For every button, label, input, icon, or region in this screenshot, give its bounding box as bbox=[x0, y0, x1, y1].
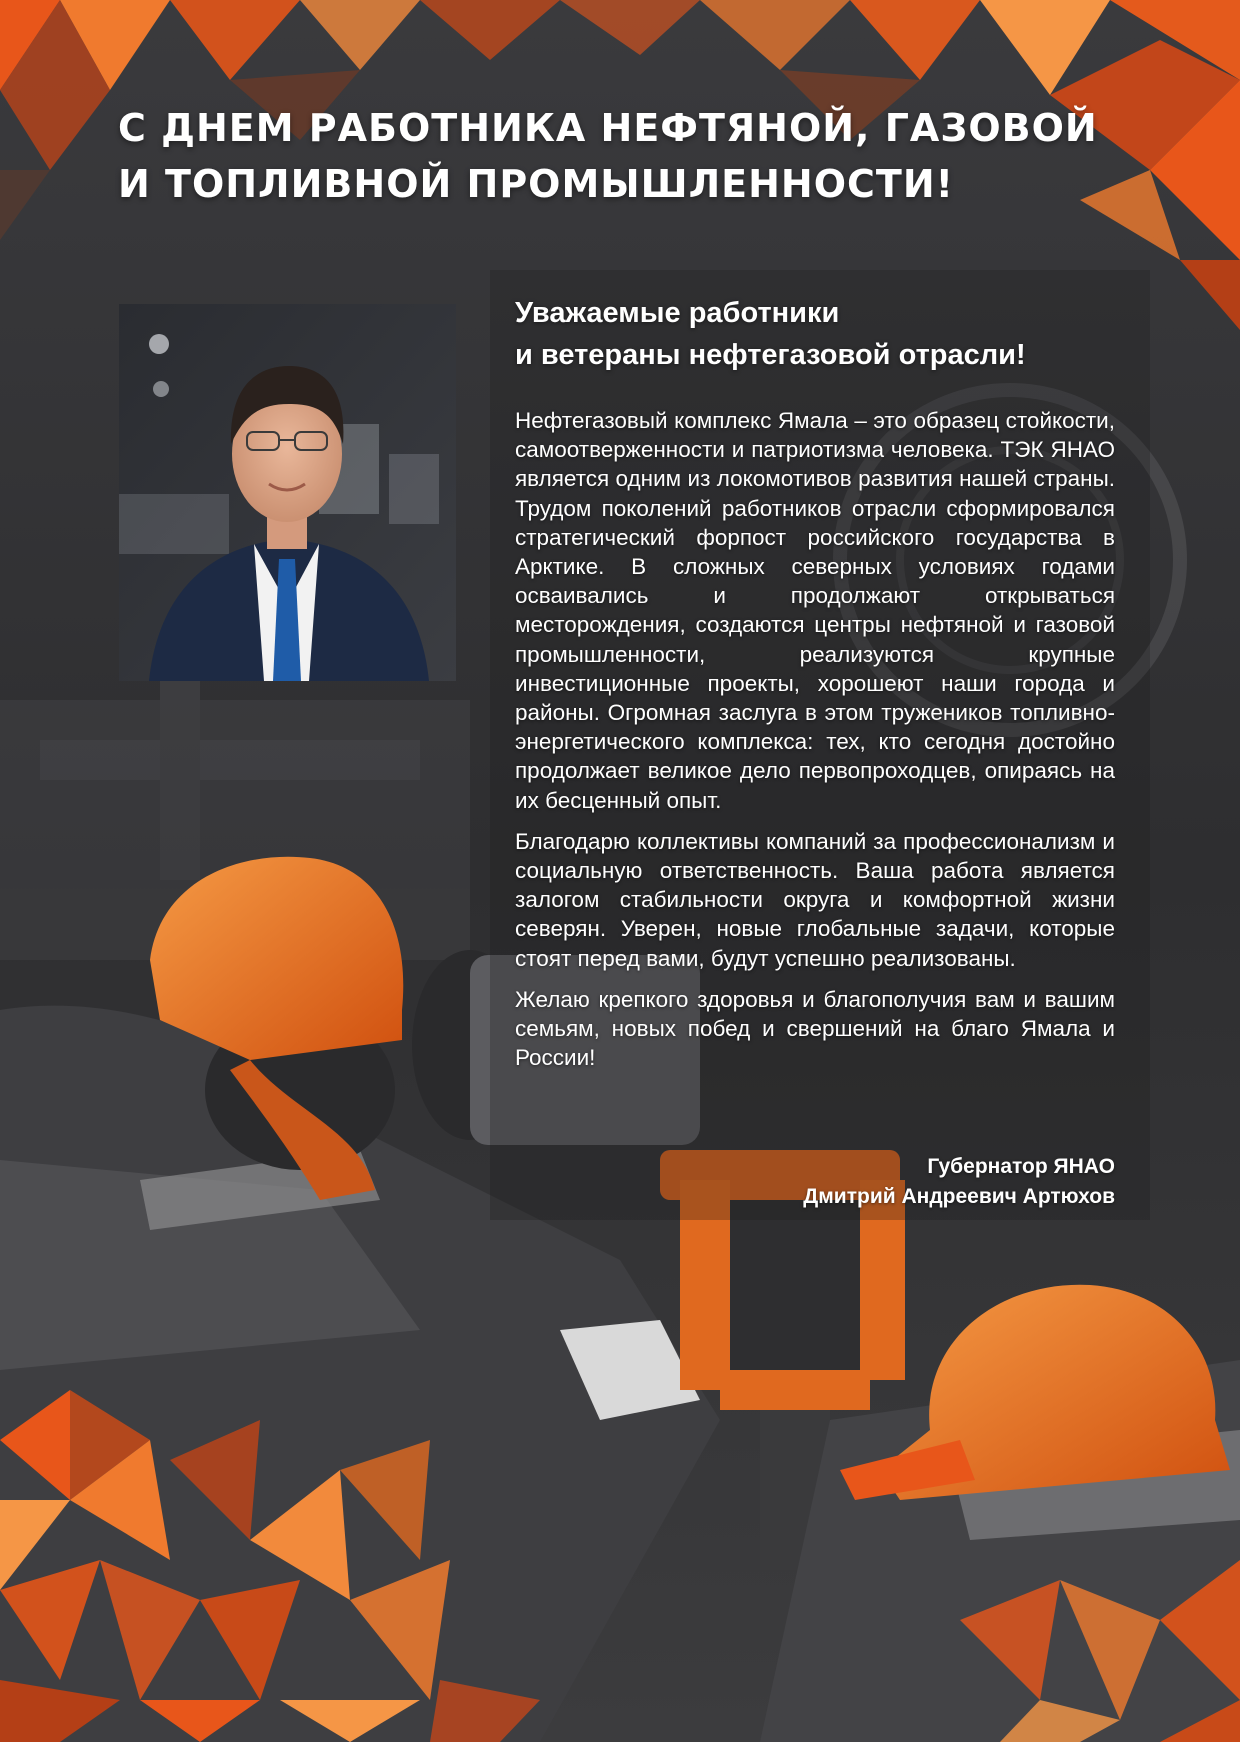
portrait-photo bbox=[119, 304, 456, 681]
greeting-line-1: Уважаемые работники bbox=[515, 297, 840, 329]
greeting-heading bbox=[515, 292, 1115, 376]
signature-name: Дмитрий Андреевич Артюхов bbox=[803, 1185, 1115, 1208]
signature-position: Губернатор ЯНАО bbox=[927, 1155, 1115, 1178]
page-title bbox=[118, 100, 1118, 212]
letter-body bbox=[515, 406, 1115, 1084]
title-line-1: С ДНЕМ РАБОТНИКА НЕФТЯНОЙ, ГАЗОВОЙ bbox=[118, 106, 1098, 150]
greeting-line-2: и ветераны нефтегазовой отрасли! bbox=[515, 339, 1026, 371]
signature-block bbox=[515, 1152, 1115, 1212]
paragraph-3: Желаю крепкого здоровья и благополучия вам и вашим семьям, новых побед и свершений на благо Ямала и России! bbox=[515, 986, 1115, 1071]
governor-portrait bbox=[119, 304, 456, 681]
paragraph-2: Благодарю коллективы компаний за профессионализм и социальную ответственность. Ваша работа является залогом стабильности округа и комфортной жизни северян. Уверен, новые глобальные задачи, которые стоят перед вами, будут успешно реализованы. bbox=[515, 828, 1115, 971]
paragraph-1: Нефтегазовый комплекс Ямала – это образец стойкости, самоотверженности и патриотизма человека. ТЭК ЯНАО является одним из локомотивов развития нашей страны. Трудом поколений работников отрасли сформировался стратегический форпост российского государства в Арктике. В сложных северных условиях годами осваивались и продолжают открываться месторождения, создаются центры нефтяной и газовой промышленности, реализуются крупные инвестиционные проекты, хорошеют наши города и районы. Огромная заслуга в этом тружеников топливно-энергетического комплекса: тех, кто сегодня достойно продолжает великое дело первопроходцев, опираясь на их бесценный опыт. bbox=[515, 408, 1115, 813]
title-line-2: И ТОПЛИВНОЙ ПРОМЫШЛЕННОСТИ! bbox=[118, 162, 954, 206]
